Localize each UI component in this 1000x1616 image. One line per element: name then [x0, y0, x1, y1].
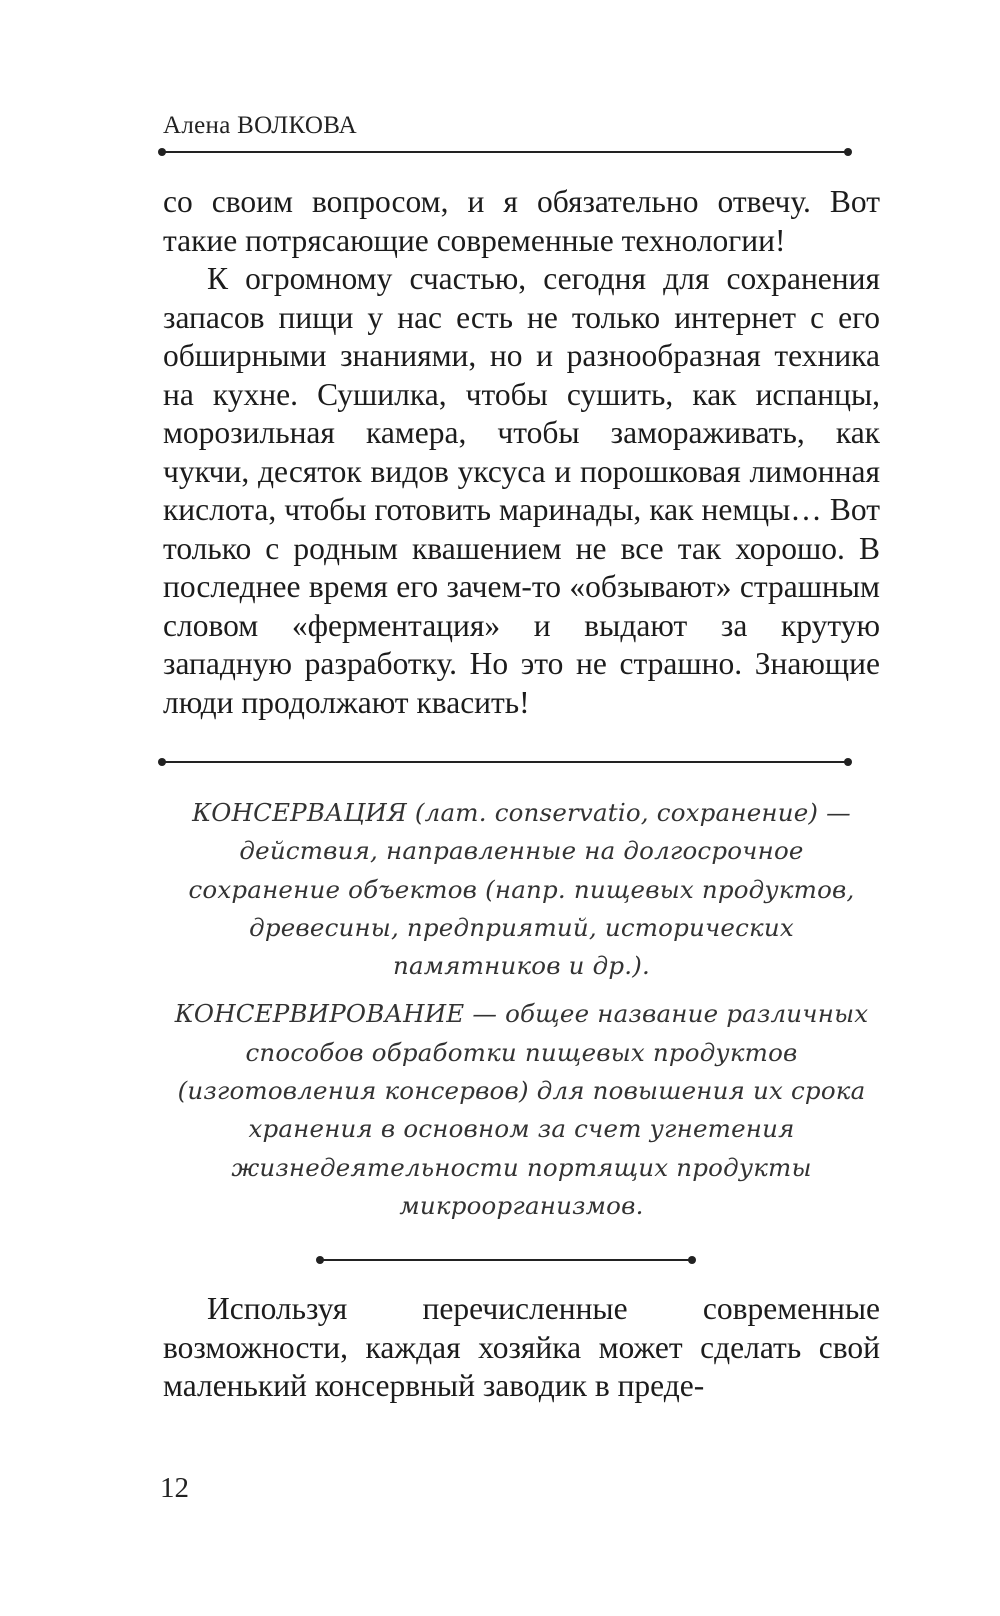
header-rule	[162, 151, 848, 153]
definition-konservirovanie: КОНСЕРВИРОВАНИЕ — общее название различных способов обработки пищевых продуктов (изготовления консервов) для повышения их срока хранения в основном за счет угнетения жизнедеятельности портящих продукты микроорганизмов.	[174, 999, 869, 1220]
paragraph-modern-tech: К огромному счастью, сегодня для сохранения запасов пищи у нас есть не только интернет с его обширными знаниями, но и разнообразная техника на кухне. Сушилка, чтобы сушить, как испанцы, морозильная камера, чтобы замораживать, как чукчи, десяток видов уксуса и порошковая лимонная кислота, чтобы готовить маринады, как немцы… Вот только с родным квашением не все так хорошо. В последнее время его зачем-то «обзывают» страшным словом «ферментация» и выдают за крутую западную разработку. Но это не страшно. Знающие люди продолжают квасить!	[163, 261, 880, 720]
main-text-block	[163, 183, 880, 722]
paragraph-using-possibilities: Используя перечисленные современные возможности, каждая хозяйка может сделать свой маленький консервный заводик в преде-	[163, 1291, 880, 1403]
continued-text-block	[163, 1290, 880, 1406]
page-number: 12	[160, 1472, 189, 1504]
definitions-top-rule	[162, 761, 848, 763]
definitions-bottom-rule	[320, 1259, 692, 1261]
running-header-author: Алена ВОЛКОВА	[163, 112, 357, 139]
definition-konservatsiya: КОНСЕРВАЦИЯ (лат. conservatio, сохранение) — действия, направленные на долгосрочное сохранение объектов (напр. пищевых продуктов, древесины, предприятий, исторических памятников и др.).	[188, 798, 855, 981]
paragraph-continuation: со своим вопросом, и я обязательно отвечу. Вот такие потрясающие современные технологии!	[163, 184, 880, 258]
definitions-box	[163, 794, 880, 1235]
